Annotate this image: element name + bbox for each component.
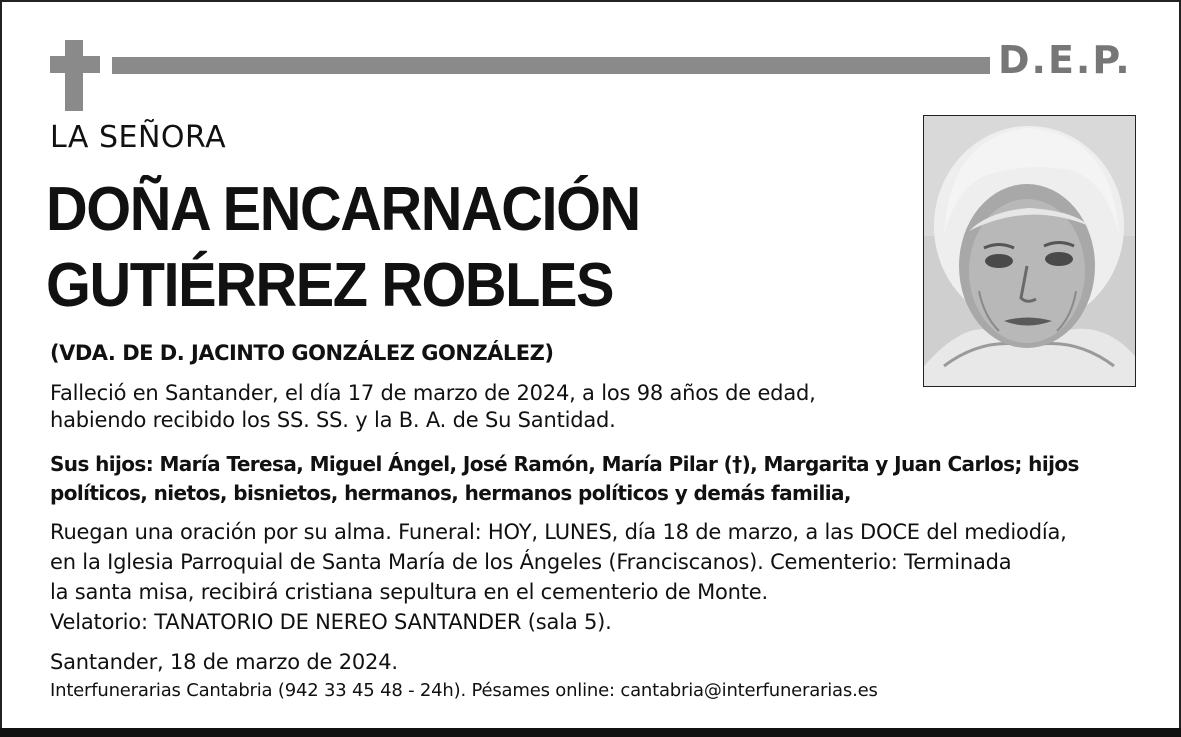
- dep-label: D.E.P.: [998, 38, 1132, 82]
- death-line-2: habiendo recibido los SS. SS. y la B. A. de Su Santidad.: [50, 408, 616, 432]
- funeral-line-3: la santa misa, recibirá cristiana sepultura en el cementerio de Monte.: [50, 580, 769, 604]
- death-line-1: Falleció en Santander, el día 17 de marzo de 2024, a los 98 años de edad,: [50, 381, 816, 405]
- widow-of: (VDA. DE D. JACINTO GONZÁLEZ GONZÁLEZ): [50, 341, 554, 365]
- title-prefix: LA SEÑORA: [50, 120, 227, 155]
- place-date: Santander, 18 de marzo de 2024.: [50, 650, 398, 674]
- funeral-line-2: en la Iglesia Parroquial de Santa María de los Ángeles (Franciscanos). Cementerio: Terminada: [50, 550, 1012, 574]
- family-line-2: políticos, nietos, bisnietos, hermanos, hermanos políticos y demás familia,: [50, 481, 851, 505]
- footer-contact: Interfunerarias Cantabria (942 33 45 48 - 24h). Pésames online: cantabria@interfunerarias.es: [50, 680, 878, 701]
- cross-icon: [65, 40, 83, 111]
- portrait-photo: [923, 115, 1136, 387]
- wake-line: Velatorio: TANATORIO DE NEREO SANTANDER (sala 5).: [50, 610, 612, 634]
- funeral-line-1: Ruegan una oración por su alma. Funeral: HOY, LUNES, día 18 de marzo, a las DOCE del mediodía,: [50, 520, 1067, 544]
- deceased-name: [46, 172, 640, 324]
- name-line-1: DOÑA ENCARNACIÓN: [46, 175, 640, 244]
- cross-icon-bar: [50, 56, 100, 73]
- family-line-1: Sus hijos: María Teresa, Miguel Ángel, José Ramón, María Pilar (†), Margarita y Juan Carlos; hijos: [50, 452, 1079, 476]
- header-rule: [112, 57, 990, 74]
- bottom-border: [0, 728, 1181, 737]
- name-line-2: GUTIÉRREZ ROBLES: [46, 251, 614, 320]
